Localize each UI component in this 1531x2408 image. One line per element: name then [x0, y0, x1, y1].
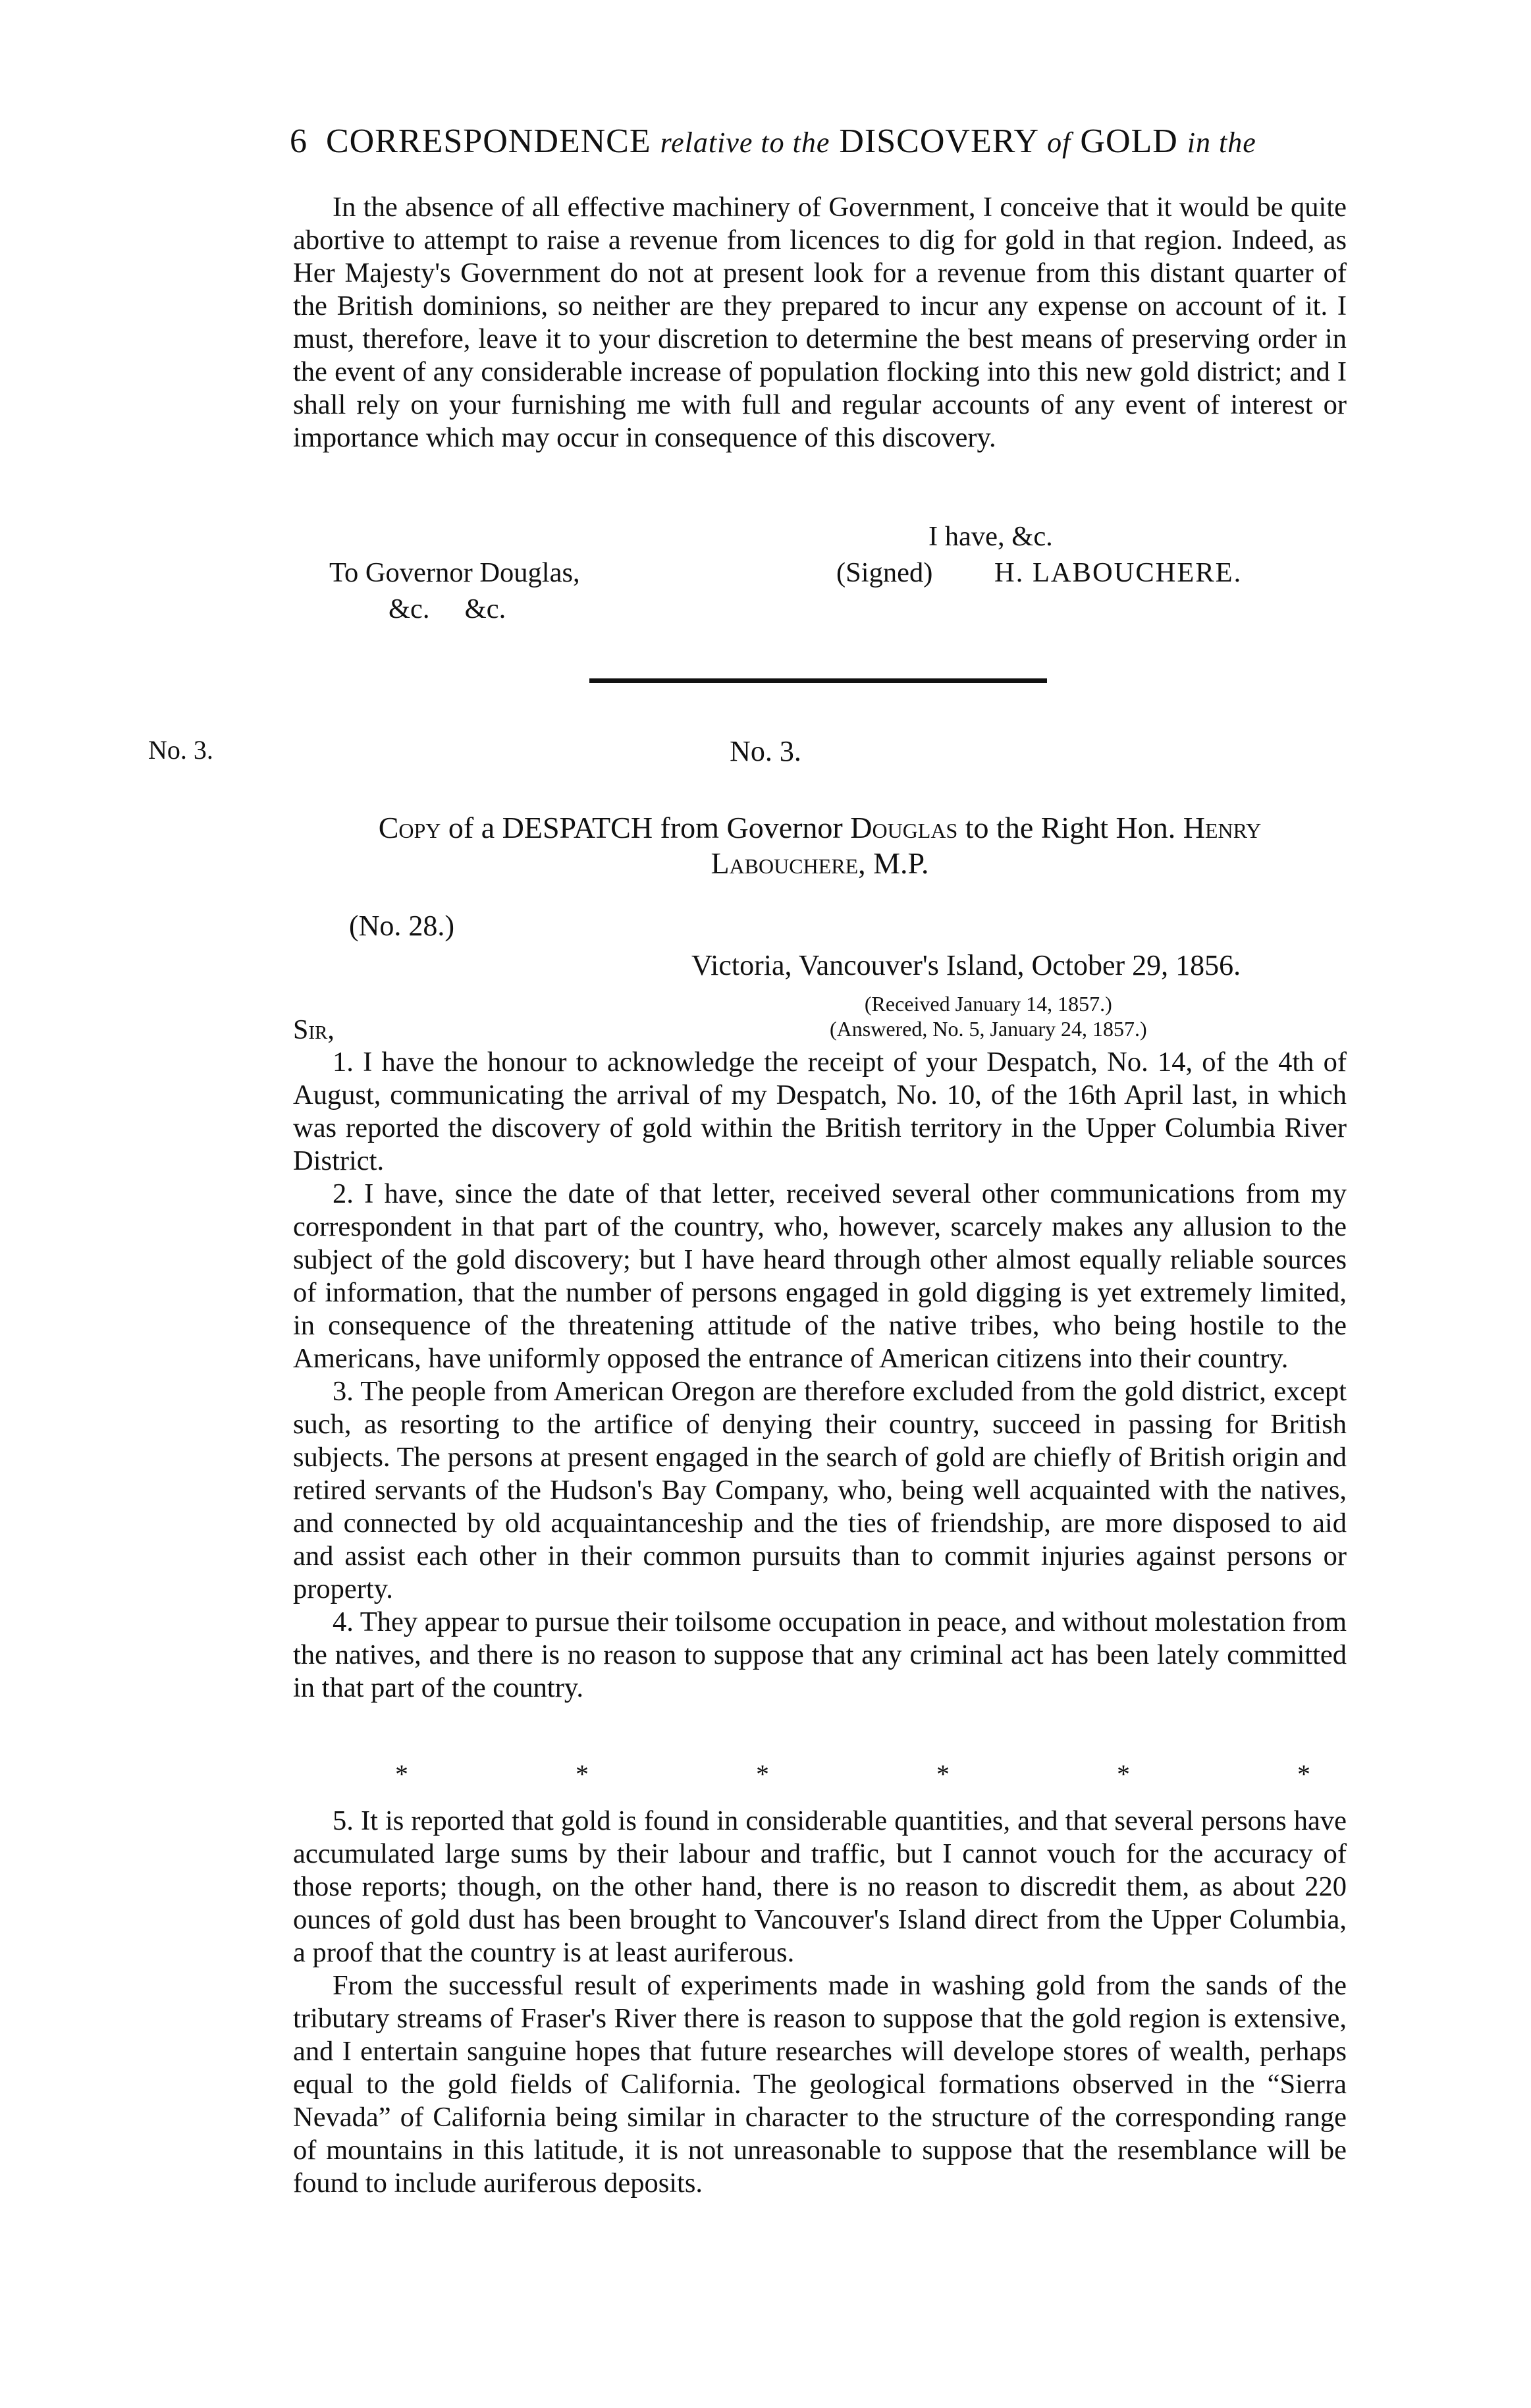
paragraph-1-lead: 1. I have [333, 1047, 435, 1078]
despatch-paragraphs-continued [293, 1805, 1347, 2200]
running-head-relative: relative to the [660, 126, 830, 159]
title-to: to the Right Hon. [965, 811, 1176, 844]
margin-number: No. 3. [148, 735, 213, 765]
paragraph-1 [293, 1046, 1347, 1178]
running-head-in-the: in the [1187, 126, 1256, 159]
paragraph-3-text: The people from American Oregon are therefore excluded from the gold district, except such, as resorting to the artifice of denying their country, succeed in passing for British subjects. The persons at present engaged in the search of gold are chiefly of British origin and retired servants of the Hudson's Bay Company, who, being well acquainted with the natives, and connected by old acquaintanceship and the ties of friendship, are more disposed to aid and assist each other in their common pursuits than to commit injuries against persons or property. [293, 1376, 1347, 1604]
title-labouchere: Labouchere [711, 846, 859, 880]
paragraph-2-lead: 2. [333, 1178, 354, 1209]
etc: &c. &c. [389, 593, 506, 624]
paragraph-6 [293, 1969, 1347, 2200]
asterisk: * [1117, 1759, 1130, 1789]
title-copy: Copy [378, 811, 441, 844]
answered-note: (Answered, No. 5, January 24, 1857.) [830, 1017, 1147, 1041]
paragraph-5-lead: 5. [333, 1805, 354, 1836]
paragraph-2 [293, 1178, 1347, 1375]
section-divider [589, 678, 1047, 683]
running-head-of: of [1047, 126, 1071, 159]
title-of-a: of a [448, 811, 495, 844]
signer-name: H. LABOUCHERE. [994, 557, 1243, 588]
asterisk: * [1297, 1759, 1310, 1789]
letter1-paragraph: In the absence of all effective machinery of Government, I conceive that it would be quite abortive to attempt to raise a revenue from licences to dig for gold in that region. Indeed, as Her Majesty's Government do not at present look for a revenue from this distant quarter of the British dominions, so neither are they prepared to incur any expense on account of it. I must, therefore, leave it to your discretion to determine the best means of preserving order in the event of any considerable increase of population flocking into this new gold district; and I shall rely on your furnishing me with full and regular accounts of any event of interest or importance which may occur in consequence of this discovery. [293, 192, 1347, 453]
asterisk: * [756, 1759, 769, 1789]
title-douglas: Douglas [850, 811, 958, 844]
paragraph-3-lead: 3. [333, 1376, 354, 1407]
title-henry: Henry [1183, 811, 1262, 844]
page-number: 6 [290, 123, 308, 160]
paragraph-2-text: I have, since the date of that letter, received several other communications from my correspondent in that part of the country, who, however, scarcely makes any allusion to the subject of the gold discovery; but I have heard through other almost equally reliable sources of information, that the number of persons engaged in gold digging is yet extremely limited, in consequence of the threatening attitude of the native tribes, who being hostile to the Americans, have uniformly opposed the entrance of American citizens into their country. [293, 1178, 1347, 1374]
asterisk: * [936, 1759, 950, 1789]
paragraph-4-text: They appear to pursue their toilsome occupation in peace, and without molestation from the natives, and there is no reason to suppose that any criminal act has been lately committed in that part of the country. [293, 1606, 1347, 1703]
paragraph-3 [293, 1375, 1347, 1606]
title-mp: , M.P. [858, 846, 929, 880]
despatch-paragraphs [293, 1046, 1347, 1705]
title-governor: Governor [726, 811, 843, 844]
omission-asterisks [395, 1759, 1310, 1790]
title-despatch: DESPATCH [502, 811, 653, 844]
despatch-title [293, 810, 1347, 881]
section-number: No. 3. [730, 735, 801, 767]
signed-label: (Signed) [836, 557, 933, 588]
to-governor: To Governor Douglas, [329, 557, 580, 588]
asterisk: * [576, 1759, 589, 1789]
received-answered [830, 991, 1147, 1041]
title-from: from [660, 811, 719, 844]
received-note: (Received January 14, 1857.) [864, 992, 1112, 1016]
paragraph-1-text: the honour to acknowledge the receipt of your Despatch, No. 14, of the 4th of August, communicating the arrival of my Despatch, No. 10, of the 16th April last, in which was reported the discovery of gold within the British territory in the Upper Columbia River District. [293, 1047, 1347, 1176]
running-head-gold: GOLD [1080, 123, 1178, 160]
running-head-correspondence: CORRESPONDENCE [326, 123, 651, 160]
asterisk: * [395, 1759, 408, 1789]
paragraph-4 [293, 1606, 1347, 1705]
i-have: I have, &c. [928, 521, 1053, 552]
despatch-number: (No. 28.) [349, 910, 455, 942]
salutation: Sir, [293, 1015, 335, 1045]
paragraph-6-text: From the successful result of experiments made in washing gold from the sands of the tributary streams of Fraser's River there is reason to suppose that the gold region is extensive, and I entertain sanguine hopes that future researches will develope stores of wealth, perhaps equal to the gold fields of California. The geological formations observed in the “Sierra Nevada” of California being similar in character to the structure of the corresponding range of mountains in this latitude, it is not unreasonable to suppose that the resemblance will be found to include auriferous deposits. [293, 1970, 1347, 2199]
running-head-discovery: DISCOVERY [839, 123, 1038, 160]
paragraph-4-lead: 4. [333, 1606, 354, 1637]
dateline: Victoria, Vancouver's Island, October 29, 1856. [691, 949, 1241, 981]
paragraph-5-text: It is reported that gold is found in considerable quantities, and that several persons have accumulated large sums by their labour and traffic, but I cannot vouch for the accuracy of those reports; though, on the other hand, there is no reason to discredit them, as about 220 ounces of gold dust has been brought to Vancouver's Island direct from the Upper Columbia, a proof that the country is at least auriferous. [293, 1805, 1347, 1968]
paragraph-5 [293, 1805, 1347, 1969]
